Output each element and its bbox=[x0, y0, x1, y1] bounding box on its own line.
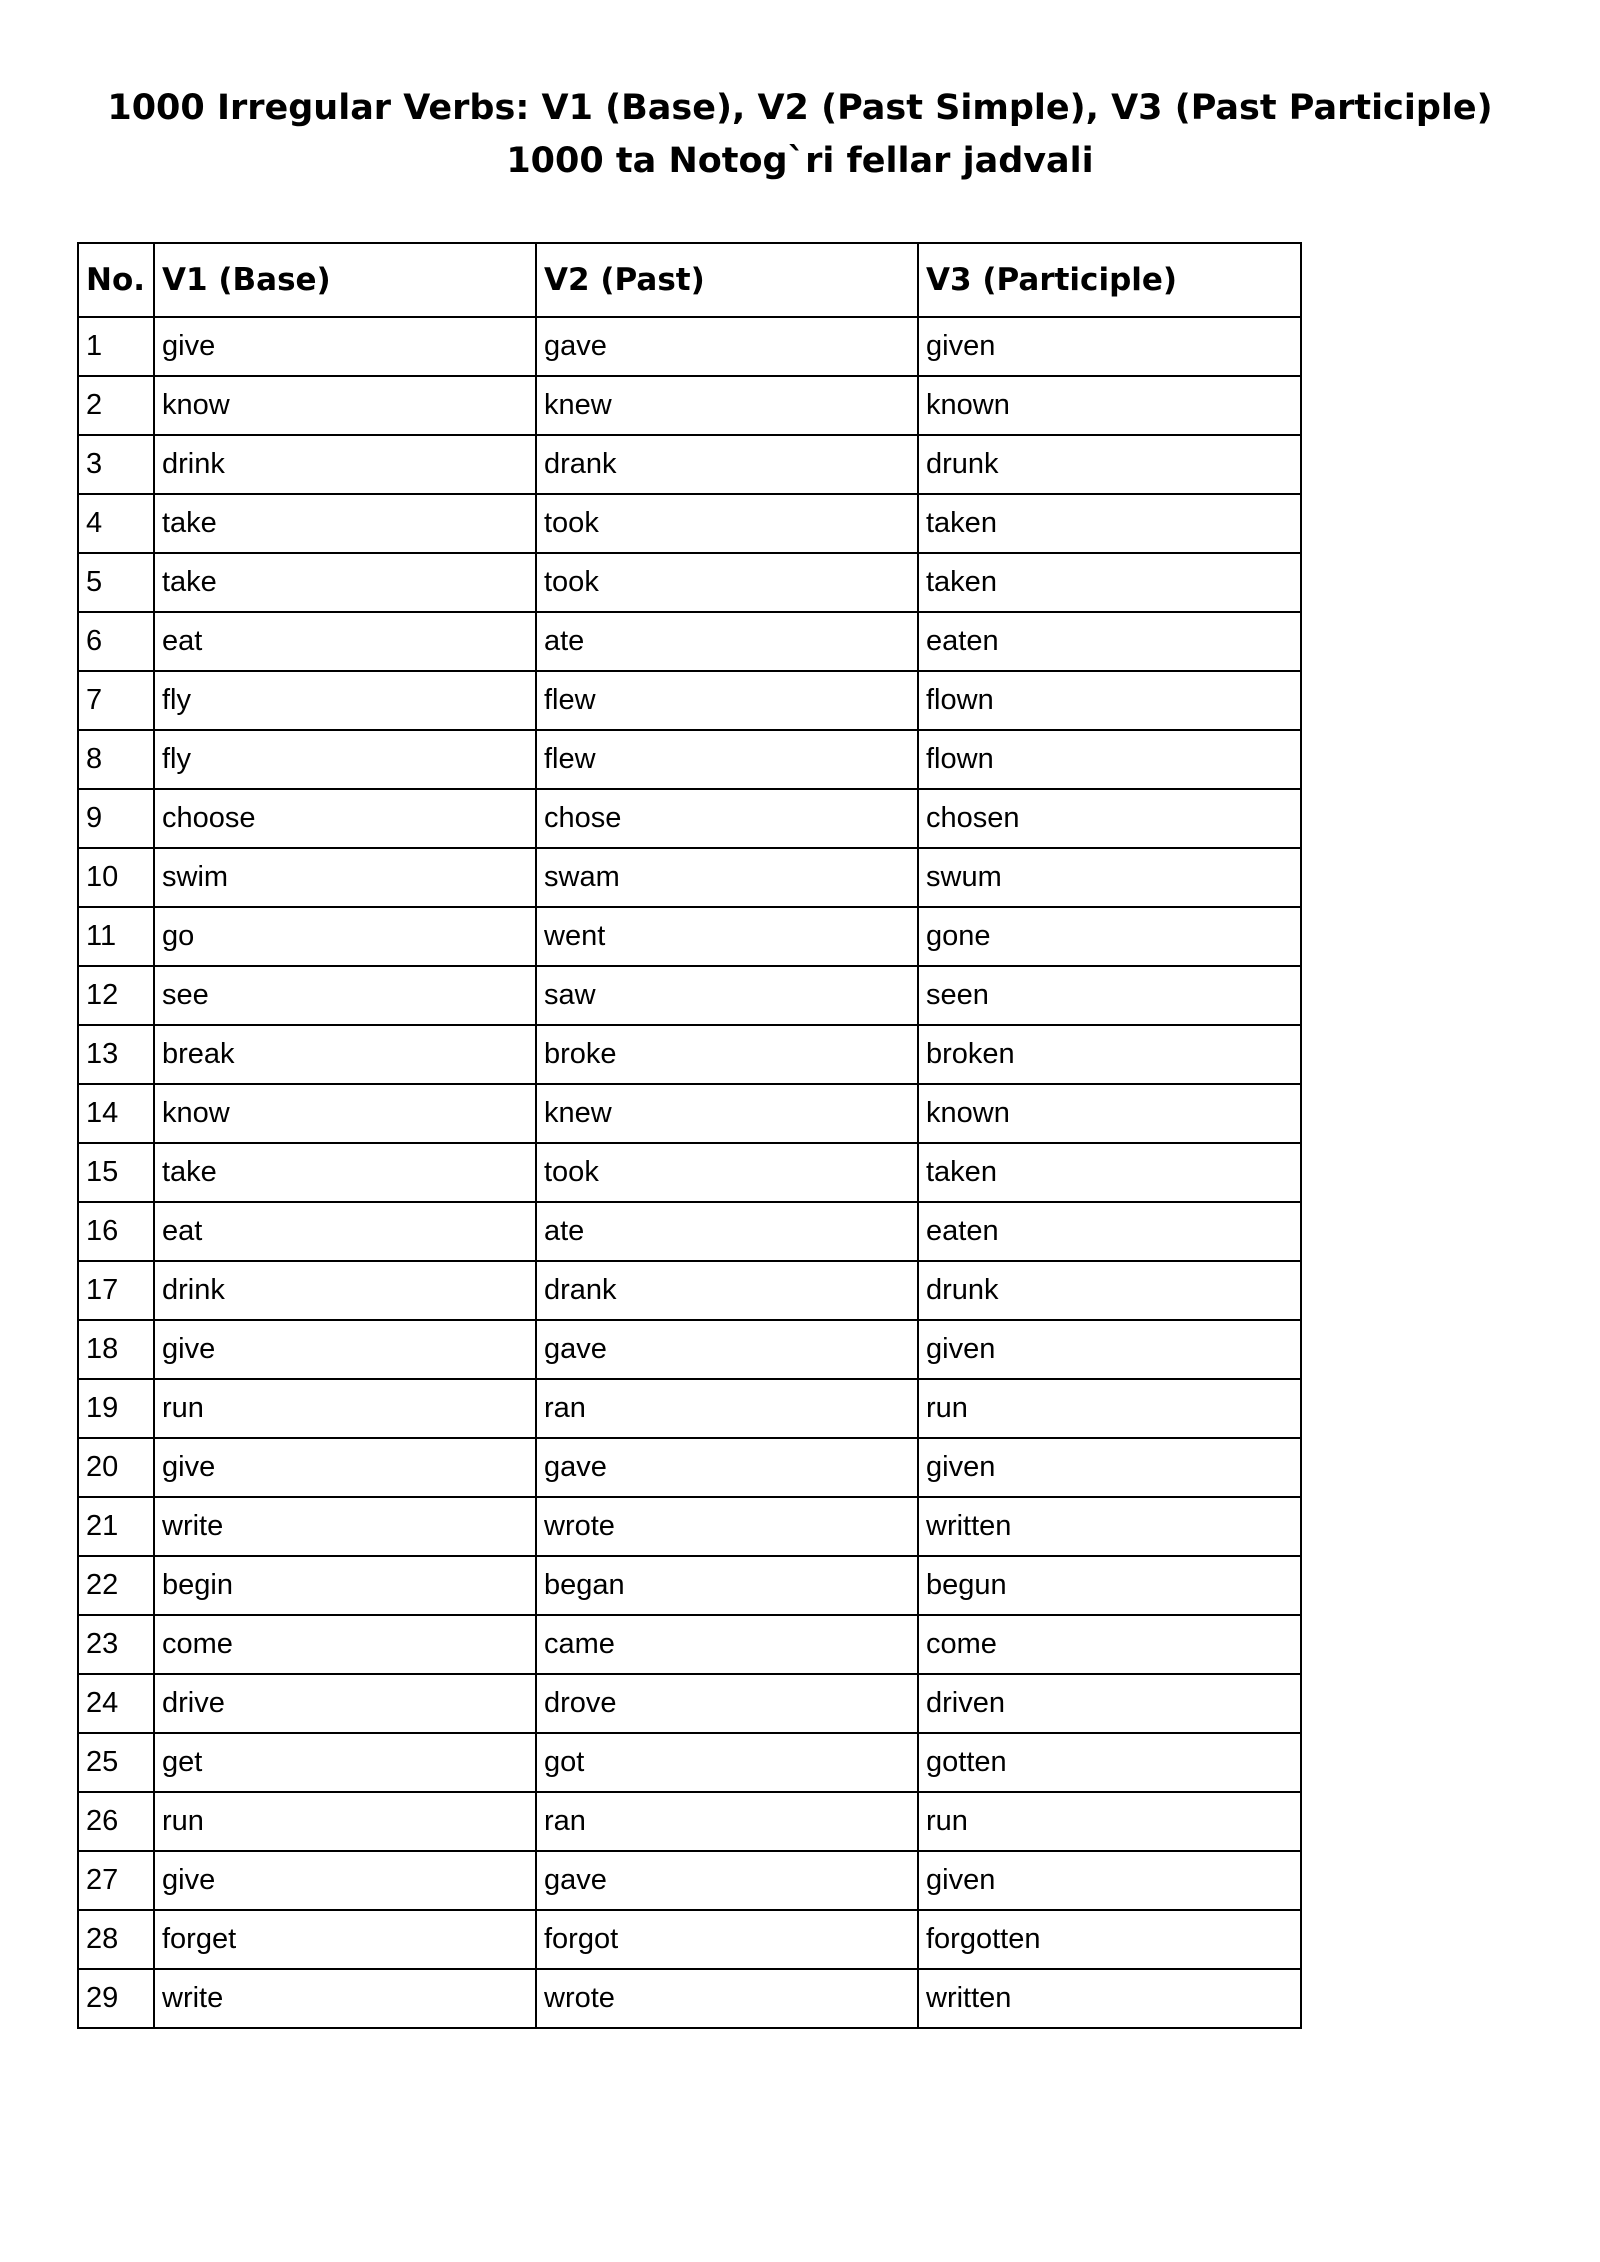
cell-number: 11 bbox=[78, 907, 154, 966]
cell-v3-participle: given bbox=[918, 317, 1301, 376]
cell-v3-participle: eaten bbox=[918, 612, 1301, 671]
cell-v3-participle: known bbox=[918, 376, 1301, 435]
cell-v2-past: ate bbox=[536, 1202, 918, 1261]
cell-v1-base: drive bbox=[154, 1674, 536, 1733]
cell-v3-participle: gone bbox=[918, 907, 1301, 966]
cell-v3-participle: begun bbox=[918, 1556, 1301, 1615]
cell-v1-base: give bbox=[154, 1851, 536, 1910]
cell-v2-past: got bbox=[536, 1733, 918, 1792]
cell-v3-participle: driven bbox=[918, 1674, 1301, 1733]
table-row bbox=[78, 730, 1301, 789]
cell-v2-past: ate bbox=[536, 612, 918, 671]
cell-number: 24 bbox=[78, 1674, 154, 1733]
cell-number: 12 bbox=[78, 966, 154, 1025]
cell-number: 7 bbox=[78, 671, 154, 730]
cell-v2-past: began bbox=[536, 1556, 918, 1615]
cell-number: 20 bbox=[78, 1438, 154, 1497]
table-row bbox=[78, 789, 1301, 848]
cell-number: 23 bbox=[78, 1615, 154, 1674]
cell-v3-participle: chosen bbox=[918, 789, 1301, 848]
cell-v1-base: take bbox=[154, 553, 536, 612]
cell-v1-base: write bbox=[154, 1497, 536, 1556]
cell-number: 28 bbox=[78, 1910, 154, 1969]
cell-v3-participle: come bbox=[918, 1615, 1301, 1674]
cell-v1-base: give bbox=[154, 1438, 536, 1497]
cell-number: 18 bbox=[78, 1320, 154, 1379]
table-row bbox=[78, 1615, 1301, 1674]
table-row bbox=[78, 1438, 1301, 1497]
cell-v3-participle: run bbox=[918, 1792, 1301, 1851]
cell-number: 1 bbox=[78, 317, 154, 376]
cell-v1-base: see bbox=[154, 966, 536, 1025]
table-row bbox=[78, 435, 1301, 494]
cell-v1-base: fly bbox=[154, 730, 536, 789]
cell-number: 27 bbox=[78, 1851, 154, 1910]
cell-v3-participle: drunk bbox=[918, 1261, 1301, 1320]
cell-v3-participle: run bbox=[918, 1379, 1301, 1438]
table-row bbox=[78, 1202, 1301, 1261]
cell-v1-base: get bbox=[154, 1733, 536, 1792]
cell-v3-participle: broken bbox=[918, 1025, 1301, 1084]
cell-v3-participle: taken bbox=[918, 494, 1301, 553]
cell-v2-past: ran bbox=[536, 1379, 918, 1438]
table-header-row bbox=[78, 243, 1301, 317]
cell-v2-past: swam bbox=[536, 848, 918, 907]
cell-number: 29 bbox=[78, 1969, 154, 2028]
header-number: No. bbox=[78, 243, 154, 317]
cell-v2-past: drove bbox=[536, 1674, 918, 1733]
table-row bbox=[78, 1674, 1301, 1733]
cell-v1-base: run bbox=[154, 1792, 536, 1851]
cell-v1-base: run bbox=[154, 1379, 536, 1438]
cell-v1-base: eat bbox=[154, 612, 536, 671]
cell-v1-base: fly bbox=[154, 671, 536, 730]
cell-number: 14 bbox=[78, 1084, 154, 1143]
header-v3-participle: V3 (Participle) bbox=[918, 243, 1301, 317]
cell-number: 6 bbox=[78, 612, 154, 671]
cell-v2-past: chose bbox=[536, 789, 918, 848]
table-body bbox=[78, 317, 1301, 2028]
table-row bbox=[78, 966, 1301, 1025]
cell-v3-participle: gotten bbox=[918, 1733, 1301, 1792]
cell-v2-past: gave bbox=[536, 1438, 918, 1497]
table-row bbox=[78, 1969, 1301, 2028]
cell-v2-past: broke bbox=[536, 1025, 918, 1084]
cell-v2-past: drank bbox=[536, 435, 918, 494]
header-v2-past: V2 (Past) bbox=[536, 243, 918, 317]
cell-v2-past: knew bbox=[536, 1084, 918, 1143]
cell-v3-participle: given bbox=[918, 1320, 1301, 1379]
table-row bbox=[78, 1320, 1301, 1379]
table-row bbox=[78, 553, 1301, 612]
cell-v1-base: give bbox=[154, 1320, 536, 1379]
cell-v2-past: took bbox=[536, 1143, 918, 1202]
cell-v2-past: flew bbox=[536, 671, 918, 730]
cell-v2-past: went bbox=[536, 907, 918, 966]
table-row bbox=[78, 1792, 1301, 1851]
cell-v1-base: swim bbox=[154, 848, 536, 907]
cell-number: 26 bbox=[78, 1792, 154, 1851]
table-row bbox=[78, 1143, 1301, 1202]
cell-v3-participle: written bbox=[918, 1497, 1301, 1556]
cell-number: 19 bbox=[78, 1379, 154, 1438]
cell-v2-past: knew bbox=[536, 376, 918, 435]
cell-number: 21 bbox=[78, 1497, 154, 1556]
cell-v2-past: flew bbox=[536, 730, 918, 789]
table-row bbox=[78, 1851, 1301, 1910]
cell-v3-participle: flown bbox=[918, 730, 1301, 789]
cell-v3-participle: forgotten bbox=[918, 1910, 1301, 1969]
cell-v1-base: drink bbox=[154, 435, 536, 494]
table-row bbox=[78, 1556, 1301, 1615]
cell-v1-base: come bbox=[154, 1615, 536, 1674]
cell-number: 25 bbox=[78, 1733, 154, 1792]
cell-v3-participle: given bbox=[918, 1438, 1301, 1497]
cell-number: 10 bbox=[78, 848, 154, 907]
cell-v3-participle: eaten bbox=[918, 1202, 1301, 1261]
cell-number: 5 bbox=[78, 553, 154, 612]
cell-number: 15 bbox=[78, 1143, 154, 1202]
cell-v2-past: gave bbox=[536, 317, 918, 376]
cell-v1-base: eat bbox=[154, 1202, 536, 1261]
cell-v2-past: wrote bbox=[536, 1969, 918, 2028]
table-row bbox=[78, 1733, 1301, 1792]
cell-v3-participle: flown bbox=[918, 671, 1301, 730]
cell-v1-base: give bbox=[154, 317, 536, 376]
cell-v1-base: know bbox=[154, 376, 536, 435]
cell-v3-participle: known bbox=[918, 1084, 1301, 1143]
table-row bbox=[78, 1084, 1301, 1143]
cell-v2-past: gave bbox=[536, 1851, 918, 1910]
table-row bbox=[78, 376, 1301, 435]
table-row bbox=[78, 1025, 1301, 1084]
irregular-verbs-table bbox=[77, 242, 1302, 2029]
cell-v2-past: came bbox=[536, 1615, 918, 1674]
table-row bbox=[78, 1379, 1301, 1438]
cell-v2-past: ran bbox=[536, 1792, 918, 1851]
title-line-english: 1000 Irregular Verbs: V1 (Base), V2 (Past Simple), V3 (Past Participle) bbox=[107, 88, 1493, 128]
cell-v2-past: took bbox=[536, 553, 918, 612]
cell-v3-participle: written bbox=[918, 1969, 1301, 2028]
cell-number: 2 bbox=[78, 376, 154, 435]
table-row bbox=[78, 671, 1301, 730]
cell-v1-base: drink bbox=[154, 1261, 536, 1320]
cell-v1-base: know bbox=[154, 1084, 536, 1143]
cell-v3-participle: seen bbox=[918, 966, 1301, 1025]
cell-v1-base: write bbox=[154, 1969, 536, 2028]
title-line-uzbek: 1000 ta Notog`ri fellar jadvali bbox=[506, 141, 1094, 181]
cell-number: 9 bbox=[78, 789, 154, 848]
cell-v3-participle: drunk bbox=[918, 435, 1301, 494]
cell-number: 8 bbox=[78, 730, 154, 789]
table-row bbox=[78, 1497, 1301, 1556]
cell-number: 17 bbox=[78, 1261, 154, 1320]
cell-v2-past: took bbox=[536, 494, 918, 553]
cell-v1-base: choose bbox=[154, 789, 536, 848]
table-row bbox=[78, 848, 1301, 907]
cell-v1-base: take bbox=[154, 494, 536, 553]
table-row bbox=[78, 612, 1301, 671]
table-row bbox=[78, 907, 1301, 966]
cell-v1-base: take bbox=[154, 1143, 536, 1202]
cell-v2-past: drank bbox=[536, 1261, 918, 1320]
table-row bbox=[78, 494, 1301, 553]
cell-number: 16 bbox=[78, 1202, 154, 1261]
cell-number: 4 bbox=[78, 494, 154, 553]
cell-v2-past: wrote bbox=[536, 1497, 918, 1556]
cell-v3-participle: taken bbox=[918, 553, 1301, 612]
cell-v2-past: saw bbox=[536, 966, 918, 1025]
cell-v2-past: gave bbox=[536, 1320, 918, 1379]
cell-number: 13 bbox=[78, 1025, 154, 1084]
cell-v3-participle: given bbox=[918, 1851, 1301, 1910]
cell-v3-participle: taken bbox=[918, 1143, 1301, 1202]
cell-v1-base: go bbox=[154, 907, 536, 966]
table-row bbox=[78, 1261, 1301, 1320]
document-title bbox=[0, 82, 1600, 188]
table-row bbox=[78, 1910, 1301, 1969]
cell-v1-base: break bbox=[154, 1025, 536, 1084]
table-row bbox=[78, 317, 1301, 376]
cell-number: 22 bbox=[78, 1556, 154, 1615]
cell-v3-participle: swum bbox=[918, 848, 1301, 907]
cell-v1-base: begin bbox=[154, 1556, 536, 1615]
cell-v2-past: forgot bbox=[536, 1910, 918, 1969]
cell-number: 3 bbox=[78, 435, 154, 494]
header-v1-base: V1 (Base) bbox=[154, 243, 536, 317]
cell-v1-base: forget bbox=[154, 1910, 536, 1969]
